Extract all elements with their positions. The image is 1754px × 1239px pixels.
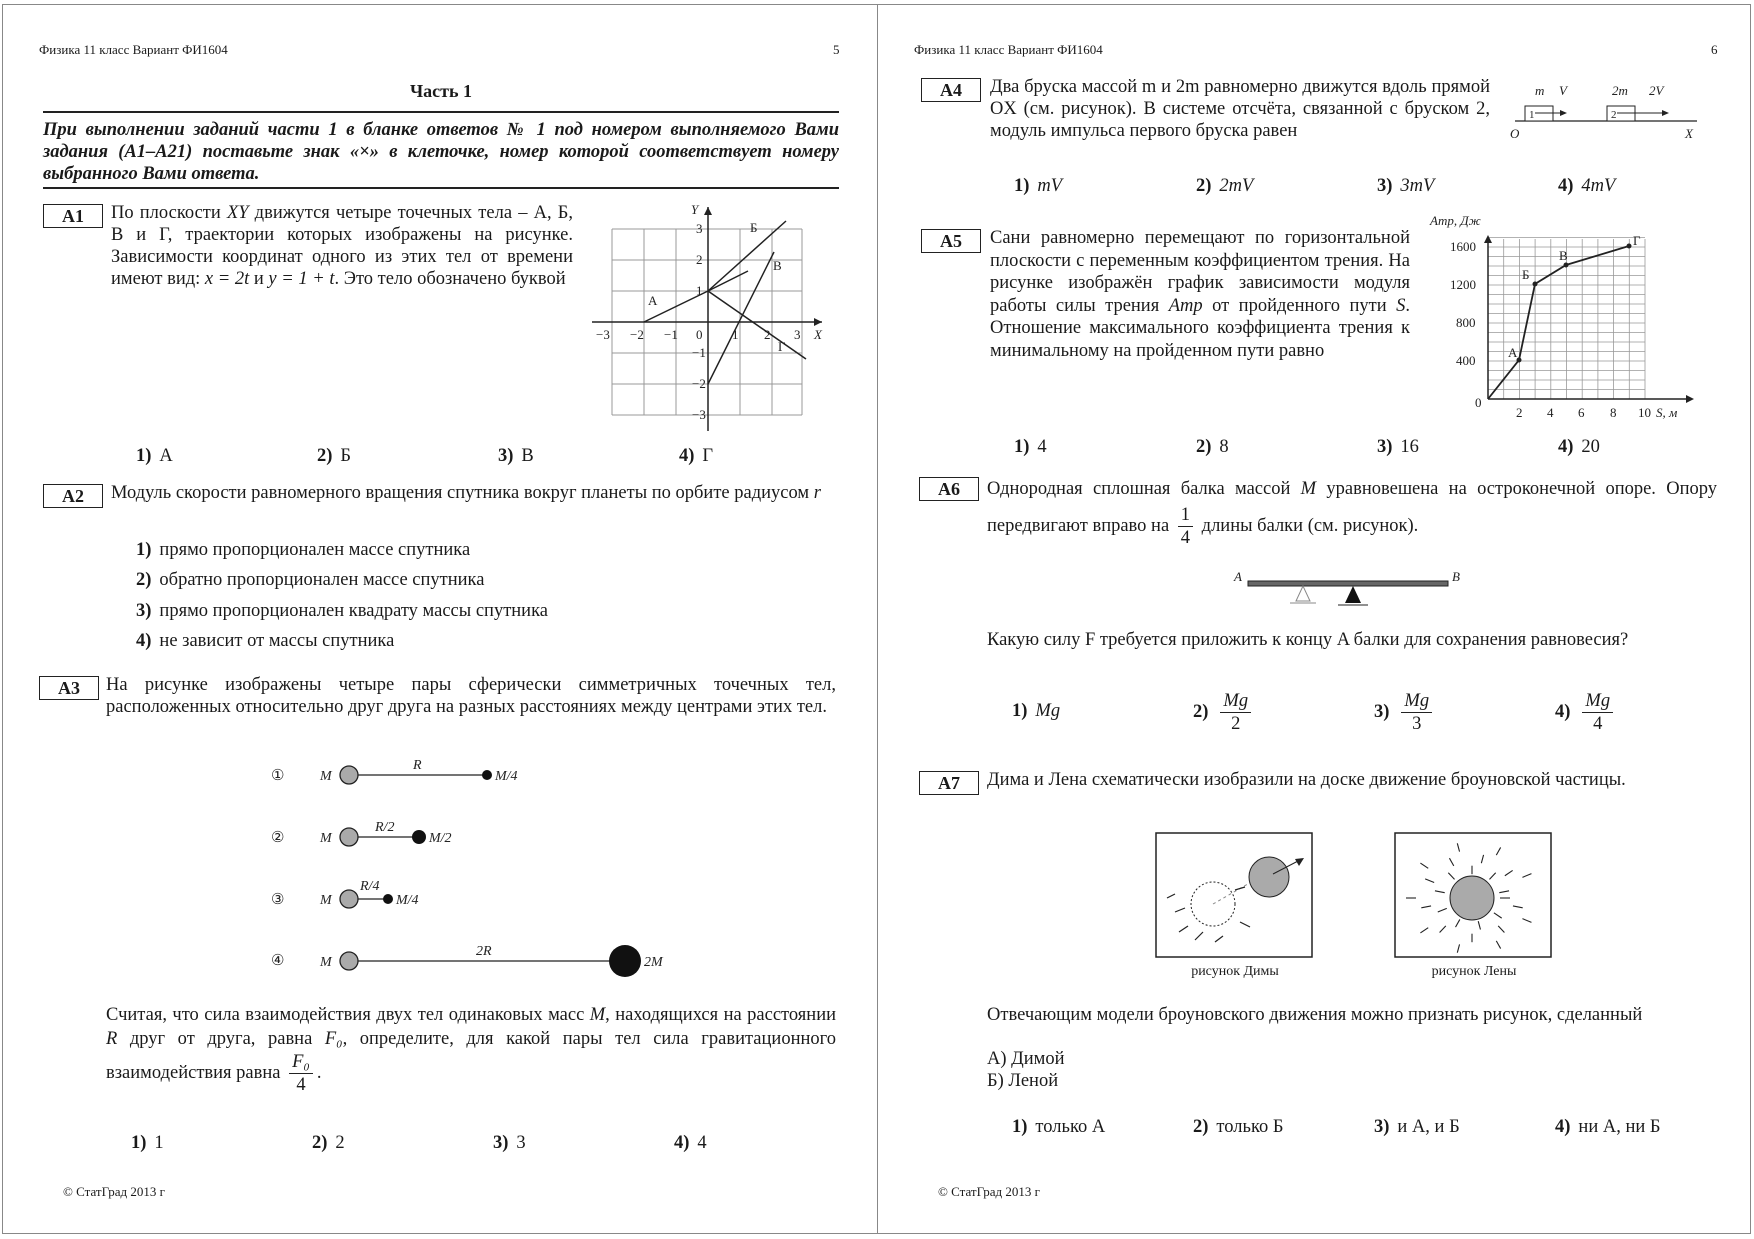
tick: −1 xyxy=(664,327,678,342)
tick: 800 xyxy=(1456,315,1476,330)
caption: рисунок Димы xyxy=(1191,964,1279,979)
text: r xyxy=(813,483,821,503)
end-label: B xyxy=(1452,569,1460,584)
answer-option[interactable] xyxy=(312,1133,345,1154)
option-value: Mg xyxy=(1035,701,1061,721)
answer-option[interactable] xyxy=(136,601,548,622)
answer-option[interactable] xyxy=(1193,1117,1283,1138)
text: уравновешена на остроконечной опоре. Опору передвигают вправо на xyxy=(987,479,1717,536)
fraction xyxy=(1178,504,1193,549)
task-label-a5: А5 xyxy=(921,229,981,253)
option-value: Г xyxy=(702,446,714,466)
line-label: Г xyxy=(778,339,786,354)
answer-option[interactable] xyxy=(1012,1117,1105,1138)
option-number: 3) xyxy=(1377,437,1393,457)
text: . Отношение максимального коэффициента трения к минимальному на пройденном пути равно xyxy=(990,295,1410,361)
tick: 1 xyxy=(696,283,703,298)
tick: 8 xyxy=(1610,405,1617,420)
option-number: 3) xyxy=(1374,1117,1390,1137)
tick: 3 xyxy=(696,221,703,236)
text: Сани равномерно перемещают по горизонтальной плоскости с переменным коэффициентом трения. На рисунке изображён график зависимости модуля работы силы трения xyxy=(990,228,1410,316)
lena-drawing xyxy=(1394,832,1554,960)
option-number: 1) xyxy=(1014,176,1030,196)
end-label: A xyxy=(1234,569,1242,584)
answer-option[interactable] xyxy=(674,1133,707,1154)
mass-label: 2m xyxy=(1612,83,1628,98)
part-title: Часть 1 xyxy=(409,81,473,101)
pair-number: ② xyxy=(271,830,285,846)
option-value: Б xyxy=(340,446,352,466)
text: F₀ xyxy=(324,1029,343,1049)
answer-option[interactable] xyxy=(498,446,534,467)
task-label-a3: А3 xyxy=(39,676,99,700)
option-value: 16 xyxy=(1400,437,1419,457)
tick: −1 xyxy=(692,345,706,360)
axis-label: Aтр, Дж xyxy=(1430,213,1481,228)
option-value: только А xyxy=(1035,1117,1106,1137)
tick: 2 xyxy=(764,327,771,342)
option-number: 2) xyxy=(312,1133,328,1153)
option-number: 4) xyxy=(1555,702,1571,722)
a1-text xyxy=(111,202,573,290)
tick: −2 xyxy=(692,376,706,391)
option-number: 1) xyxy=(136,446,152,466)
answer-option[interactable] xyxy=(136,446,173,467)
option-number: 2) xyxy=(1196,437,1212,457)
axis-label: Y xyxy=(691,202,699,217)
option-a: А) Димой xyxy=(987,1049,1065,1069)
caption: рисунок Лены xyxy=(1431,964,1517,979)
tick: −3 xyxy=(596,327,610,342)
text: . Это тело обозначено буквой xyxy=(334,269,566,289)
answer-option[interactable] xyxy=(1193,690,1255,735)
text: , определите, для какой пары тел сила гравитационного взаимодействия равна xyxy=(106,1029,836,1083)
text: , находящихся на расстоянии xyxy=(605,1005,837,1025)
tick: 10 xyxy=(1638,405,1651,420)
divider xyxy=(43,111,839,113)
text: XY xyxy=(226,203,249,223)
text: M xyxy=(1300,479,1317,499)
tick: 3 xyxy=(794,327,801,342)
option-number: 1) xyxy=(1014,437,1030,457)
block-label: 1 xyxy=(1529,109,1535,121)
numerator: Mg xyxy=(1401,690,1432,713)
point-label: Г xyxy=(1633,233,1641,248)
fraction xyxy=(289,1051,313,1096)
answer-option[interactable] xyxy=(679,446,713,467)
numerator: F₀ xyxy=(289,1051,313,1074)
answer-option[interactable] xyxy=(1377,176,1434,197)
a3-pairs-figure xyxy=(263,753,683,983)
a4-blocks-figure xyxy=(1505,79,1705,143)
mass-label: 2M xyxy=(644,955,663,970)
text: движутся четыре точечных тела – А, Б, В и Г, траектории которых изображены на рисунке. Зависимости координат одного из этих тел от времени имеют вид: xyxy=(111,203,573,289)
option-value: прямо пропорционален массе спутника xyxy=(159,540,471,560)
option-number: 2) xyxy=(317,446,333,466)
text: Однородная сплошная балка массой xyxy=(987,479,1301,499)
text: По плоскости xyxy=(111,203,227,223)
line-label: В xyxy=(773,258,782,273)
a5-work-graph xyxy=(1428,211,1708,421)
point-label: А xyxy=(1508,345,1518,360)
axis-label: S, м xyxy=(1656,405,1678,420)
tick: 2 xyxy=(1516,405,1523,420)
page-6 xyxy=(877,4,1751,1234)
point-label: В xyxy=(1559,248,1568,263)
dima-drawing xyxy=(1155,832,1315,960)
a1-trajectory-graph xyxy=(588,199,828,445)
option-number: 2) xyxy=(1193,702,1209,722)
numerator: Mg xyxy=(1220,690,1251,713)
support xyxy=(1345,586,1361,603)
option-number: 1) xyxy=(1012,701,1028,721)
option-value: 4mV xyxy=(1581,176,1616,196)
a3-text: На рисунке изображены четыре пары сферически симметричных точечных тел, расположенных относительно друг друга на разных расстояниях между центрами этих тел. xyxy=(106,675,836,717)
option-value: А xyxy=(159,446,173,466)
axis-label: X xyxy=(1685,126,1693,141)
option-number: 3) xyxy=(493,1133,509,1153)
answer-option[interactable] xyxy=(136,570,484,591)
text: M xyxy=(589,1005,606,1025)
tick: 4 xyxy=(1547,405,1554,420)
mass-label: M/4 xyxy=(495,769,518,784)
option-value: В xyxy=(521,446,534,466)
text: Aтр xyxy=(1168,295,1203,316)
option-value: ни А, ни Б xyxy=(1578,1117,1661,1137)
page-number: 6 xyxy=(1711,42,1718,57)
task-label-a1: А1 xyxy=(43,204,103,228)
denominator: 2 xyxy=(1231,714,1241,734)
option-value: прямо пропорционален квадрату массы спутника xyxy=(159,601,548,621)
option-value: 4 xyxy=(1037,437,1047,457)
option-number: 3) xyxy=(1377,176,1393,196)
answer-option[interactable] xyxy=(131,1133,164,1154)
tick: 0 xyxy=(1475,395,1482,410)
a7-question: Отвечающим модели броуновского движения можно признать рисунок, сделанный xyxy=(987,1005,1643,1025)
answer-option[interactable] xyxy=(1377,437,1419,458)
option-value: не зависит от массы спутника xyxy=(159,631,395,651)
mass-label: m xyxy=(1535,83,1545,98)
page-header: Физика 11 класс Вариант ФИ1604 xyxy=(39,42,228,57)
footer: © СтатГрад 2013 г xyxy=(63,1184,165,1199)
pair-number: ④ xyxy=(271,953,285,969)
tick: 1200 xyxy=(1450,277,1476,292)
task-label-a2: А2 xyxy=(43,484,103,508)
option-number: 2) xyxy=(136,570,152,590)
a6-text xyxy=(987,474,1717,549)
denominator: 3 xyxy=(1412,714,1422,734)
pair-number: ③ xyxy=(271,892,285,908)
a7-text: Дима и Лена схематически изобразили на доске движение броуновской частицы. xyxy=(987,770,1626,790)
beam xyxy=(1248,581,1448,586)
axis-label: X xyxy=(814,327,822,342)
answer-option[interactable] xyxy=(136,631,394,652)
option-value: 2mV xyxy=(1219,176,1254,196)
answer-option[interactable] xyxy=(1012,701,1060,722)
answer-option[interactable] xyxy=(136,540,470,561)
a2-text xyxy=(111,482,841,504)
tick: 0 xyxy=(696,327,703,342)
denominator: 4 xyxy=(1180,528,1191,548)
answer-option[interactable] xyxy=(1558,437,1600,458)
tick: 6 xyxy=(1578,405,1585,420)
distance-label: R/4 xyxy=(360,879,380,894)
tick: −3 xyxy=(692,407,706,422)
instructions: При выполнении заданий части 1 в бланке ответов № 1 под номером выполняемого Вами задания (А1–А21) поставьте знак «×» в клеточке, номер которой соответствует номеру выбранного Вами ответа. xyxy=(43,120,839,184)
text: длины балки (см. рисунок). xyxy=(1197,515,1419,536)
option-number: 4) xyxy=(1558,437,1574,457)
denominator: 4 xyxy=(1593,714,1603,734)
task-label-a6: А6 xyxy=(919,477,979,501)
a4-text: Два бруска массой m и 2m равномерно движутся вдоль прямой OX (см. рисунок). В системе отсчёта, связанной с бруском 2, модуль импульса первого бруска равен xyxy=(990,77,1490,141)
option-number: 2) xyxy=(1196,176,1212,196)
option-value: 3mV xyxy=(1400,176,1435,196)
text: S xyxy=(1396,295,1406,316)
answer-option[interactable] xyxy=(1558,176,1615,197)
option-value: 3 xyxy=(516,1133,526,1153)
text: R xyxy=(106,1029,118,1049)
answer-option[interactable] xyxy=(1196,176,1253,197)
option-value: 8 xyxy=(1219,437,1229,457)
axis-origin: O xyxy=(1510,126,1520,141)
answer-option[interactable] xyxy=(1374,690,1436,735)
text: Модуль скорости равномерного вращения спутника вокруг планеты по орбите радиусом xyxy=(111,483,814,503)
text: и xyxy=(249,269,269,289)
answer-option[interactable] xyxy=(317,446,351,467)
option-number: 4) xyxy=(136,631,152,651)
a5-text xyxy=(990,227,1410,362)
page-header: Физика 11 класс Вариант ФИ1604 xyxy=(914,42,1103,57)
tick: 1 xyxy=(732,327,739,342)
footer: © СтатГрад 2013 г xyxy=(938,1184,1040,1199)
option-number: 3) xyxy=(498,446,514,466)
block-label: 2 xyxy=(1611,109,1617,121)
distance-label: R/2 xyxy=(375,820,395,835)
mass-label: M xyxy=(320,955,332,970)
velocity-label: 2V⃗ xyxy=(1649,83,1674,98)
option-number: 4) xyxy=(1558,176,1574,196)
option-number: 1) xyxy=(136,540,152,560)
point-label: Б xyxy=(1522,267,1530,282)
velocity-label: V⃗ xyxy=(1559,83,1578,98)
option-value: 4 xyxy=(697,1133,707,1153)
divider xyxy=(43,187,839,189)
a3-question: Считая, что сила взаимодействия двух тел одинаковых масс M, находящихся на расстоянии R друг от друга, равна F₀, определите, для какой пары тел сила гравитационного взаимодействия равна $\frac{\text{F₀}}{4}$ . xyxy=(106,1005,837,1095)
mass-label: M/2 xyxy=(429,831,452,846)
option-value: 1 xyxy=(154,1133,164,1153)
distance-label: 2R xyxy=(476,944,492,959)
answer-option[interactable] xyxy=(1555,1117,1661,1138)
page-5 xyxy=(2,4,878,1234)
answer-option[interactable] xyxy=(1555,690,1617,735)
pair-number: ① xyxy=(271,768,285,784)
mass-label: M xyxy=(320,831,332,846)
line-label: А xyxy=(648,293,658,308)
a6-beam-figure xyxy=(1228,563,1478,613)
tick: −2 xyxy=(630,327,644,342)
work-curve xyxy=(1488,246,1629,399)
tick: 2 xyxy=(696,252,703,267)
option-number: 3) xyxy=(1374,702,1390,722)
tick: 1600 xyxy=(1450,239,1476,254)
answer-option[interactable] xyxy=(1014,176,1062,197)
equation: y = 1 + t xyxy=(268,269,335,289)
mass-label: M/4 xyxy=(396,893,419,908)
option-number: 4) xyxy=(1555,1117,1571,1137)
option-number: 4) xyxy=(674,1133,690,1153)
option-value: 20 xyxy=(1581,437,1600,457)
answer-option[interactable] xyxy=(1374,1117,1460,1138)
option-value: и А, и Б xyxy=(1397,1117,1460,1137)
tick: 400 xyxy=(1456,353,1476,368)
page-number: 5 xyxy=(833,42,840,57)
distance-label: R xyxy=(413,758,422,773)
option-number: 3) xyxy=(136,601,152,621)
option-number: 1) xyxy=(131,1133,147,1153)
answer-option[interactable] xyxy=(493,1133,526,1154)
answer-option[interactable] xyxy=(1014,437,1047,458)
mass-label: M xyxy=(320,893,332,908)
option-value: обратно пропорционален массе спутника xyxy=(159,570,485,590)
a6-question: Какую силу F требуется приложить к концу A балки для сохранения равновесия? xyxy=(987,630,1629,650)
option-number: 1) xyxy=(1012,1117,1028,1137)
option-number: 2) xyxy=(1193,1117,1209,1137)
task-label-a4: А4 xyxy=(921,78,981,102)
numerator: 1 xyxy=(1178,504,1193,527)
equation: x = 2t xyxy=(204,269,250,289)
answer-option[interactable] xyxy=(1196,437,1229,458)
text: Считая, что сила взаимодействия двух тел одинаковых масс xyxy=(106,1005,590,1025)
text: от пройденного пути xyxy=(1202,295,1397,316)
line-label: Б xyxy=(750,220,758,235)
option-value: mV xyxy=(1037,176,1063,196)
option-number: 4) xyxy=(679,446,695,466)
option-value: 2 xyxy=(335,1133,345,1153)
numerator: Mg xyxy=(1582,690,1613,713)
text: друг от друга, равна xyxy=(117,1029,325,1049)
denominator: 4 xyxy=(296,1075,306,1095)
option-b: Б) Леной xyxy=(987,1071,1059,1091)
option-value: только Б xyxy=(1216,1117,1284,1137)
task-label-a7: А7 xyxy=(919,771,979,795)
mass-label: M xyxy=(320,769,332,784)
